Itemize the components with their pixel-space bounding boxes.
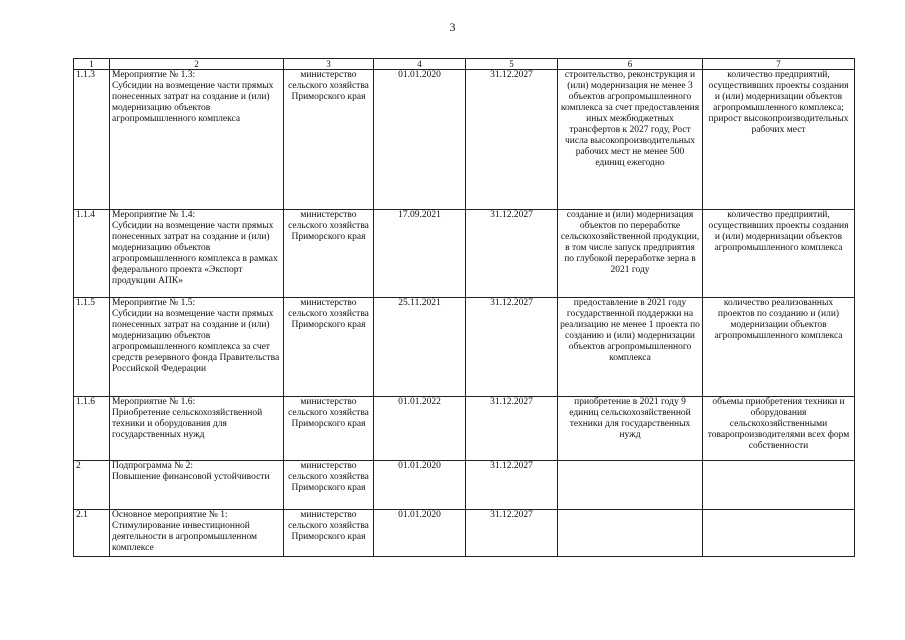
indicator: количество предприятий, осуществивших проекты создания и (или) модернизации объектов агропромышленного комплекса xyxy=(703,210,855,298)
table-row xyxy=(74,70,855,210)
start-date: 01.01.2020 xyxy=(374,461,466,510)
end-date: 31.12.2027 xyxy=(466,210,558,298)
end-date: 31.12.2027 xyxy=(466,461,558,510)
measure-name: Основное мероприятие № 1: Стимулирование инвестиционной деятельности в агропромышленном комплексе xyxy=(110,510,284,557)
executor: министерство сельского хозяйства Приморского края xyxy=(284,510,374,557)
expected-result: создание и (или) модернизация объектов по переработке сельскохозяйственной продукции, в том числе запуск предприятия по глубокой переработке зерна в 2021 году xyxy=(558,210,703,298)
start-date: 01.01.2020 xyxy=(374,70,466,210)
executor: министерство сельского хозяйства Приморского края xyxy=(284,210,374,298)
measure-name: Мероприятие № 1.3: Субсидии на возмещение части прямых понесенных затрат на создание и (или) модернизацию объектов агропромышленного комплекса xyxy=(110,70,284,210)
end-date: 31.12.2027 xyxy=(466,298,558,397)
expected-result xyxy=(558,461,703,510)
header-cell: 3 xyxy=(284,59,374,70)
header-cell: 7 xyxy=(703,59,855,70)
start-date: 01.01.2020 xyxy=(374,510,466,557)
start-date: 01.01.2022 xyxy=(374,397,466,461)
row-number: 1.1.6 xyxy=(74,397,110,461)
indicator xyxy=(703,510,855,557)
end-date: 31.12.2027 xyxy=(466,510,558,557)
expected-result xyxy=(558,510,703,557)
table-row xyxy=(74,298,855,397)
row-number: 1.1.4 xyxy=(74,210,110,298)
header-cell: 2 xyxy=(110,59,284,70)
page-number: 3 xyxy=(449,20,456,34)
measure-name: Мероприятие № 1.6: Приобретение сельскохозяйственной техники и оборудования для государственных нужд xyxy=(110,397,284,461)
expected-result: предоставление в 2021 году государственной поддержки на реализацию не менее 1 проекта по созданию и (или) модернизации объектов агропромышленного комплекса xyxy=(558,298,703,397)
executor: министерство сельского хозяйства Приморского края xyxy=(284,397,374,461)
indicator: количество реализованных проектов по созданию и (или) модернизации объектов агропромышленного комплекса xyxy=(703,298,855,397)
row-number: 1.1.3 xyxy=(74,70,110,210)
row-number: 2.1 xyxy=(74,510,110,557)
header-row xyxy=(74,59,855,70)
end-date: 31.12.2027 xyxy=(466,70,558,210)
header-cell: 5 xyxy=(466,59,558,70)
indicator: количество предприятий, осуществивших проекты создания и (или) модернизации объектов агропромышленного комплекса; прирост высокопроизводительных рабочих мест xyxy=(703,70,855,210)
header-cell: 1 xyxy=(74,59,110,70)
header-cell: 4 xyxy=(374,59,466,70)
measure-name: Мероприятие № 1.5: Субсидии на возмещение части прямых понесенных затрат на создание и (или) модернизацию объектов агропромышленного комплекса за счет средств резервного фонда Правительства Российской Федерации xyxy=(110,298,284,397)
header-cell: 6 xyxy=(558,59,703,70)
expected-result: приобретение в 2021 году 9 единиц сельскохозяйственной техники для государственных нужд xyxy=(558,397,703,461)
indicator: объемы приобретения техники и оборудования сельскохозяйственными товаропроизводителями всех форм собственности xyxy=(703,397,855,461)
start-date: 17.09.2021 xyxy=(374,210,466,298)
start-date: 25.11.2021 xyxy=(374,298,466,397)
expected-result: строительство, реконструкция и (или) модернизация не менее 3 объектов агропромышленного комплекса за счет предоставления иных межбюджетных трансфертов к 2027 году, Рост числа высокопроизводительных рабочих мест не менее 500 единиц ежегодно xyxy=(558,70,703,210)
executor: министерство сельского хозяйства Приморского края xyxy=(284,298,374,397)
executor: министерство сельского хозяйства Приморского края xyxy=(284,70,374,210)
table-row xyxy=(74,397,855,461)
indicator xyxy=(703,461,855,510)
executor: министерство сельского хозяйства Приморского края xyxy=(284,461,374,510)
measure-name: Подпрограмма № 2: Повышение финансовой устойчивости xyxy=(110,461,284,510)
end-date: 31.12.2027 xyxy=(466,397,558,461)
measures-table xyxy=(73,58,855,557)
measure-name: Мероприятие № 1.4: Субсидии на возмещение части прямых понесенных затрат на создание и (или) модернизацию объектов агропромышленного комплекса в рамках федерального проекта «Экспорт продукции АПК» xyxy=(110,210,284,298)
table-row xyxy=(74,510,855,557)
row-number: 2 xyxy=(74,461,110,510)
table-row xyxy=(74,461,855,510)
row-number: 1.1.5 xyxy=(74,298,110,397)
table-row xyxy=(74,210,855,298)
